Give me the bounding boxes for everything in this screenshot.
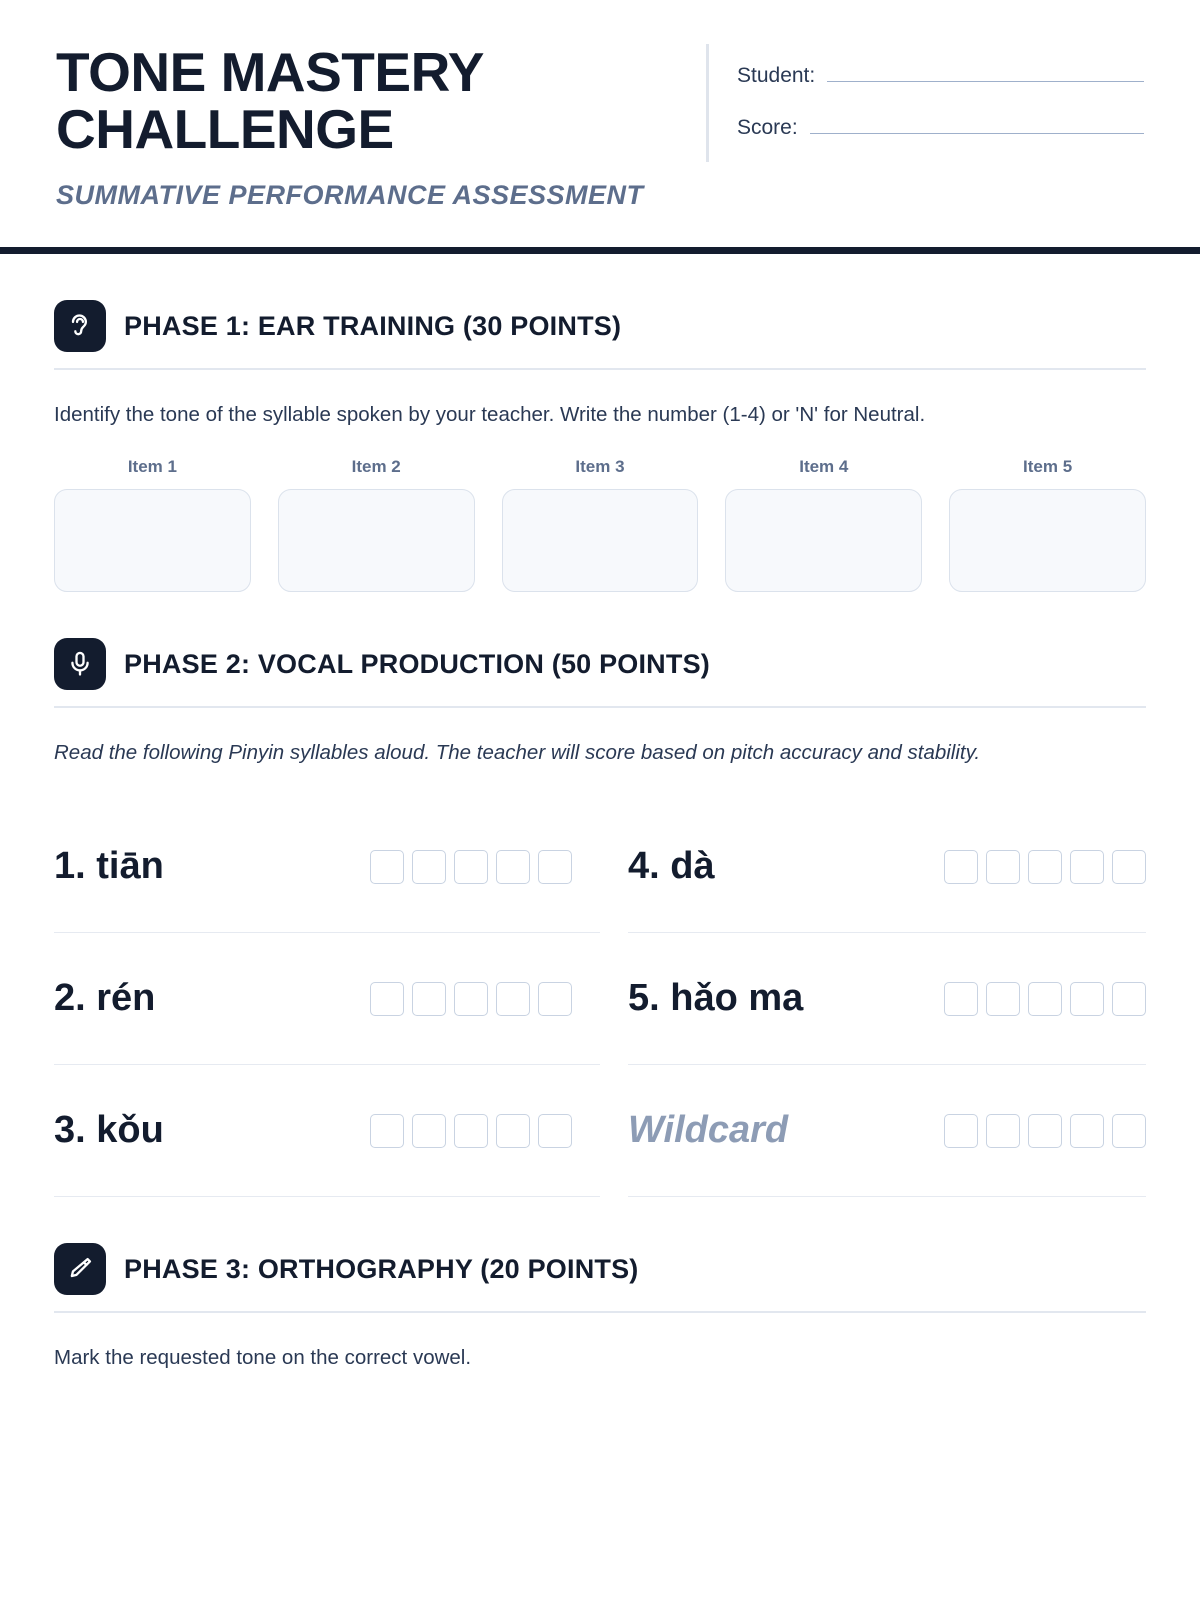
item-label: Item 5 bbox=[1023, 457, 1073, 477]
score-checkbox[interactable] bbox=[454, 850, 488, 884]
item-cell bbox=[949, 457, 1146, 592]
score-checkbox-row bbox=[370, 850, 572, 884]
score-checkbox[interactable] bbox=[370, 850, 404, 884]
page-subtitle: SUMMATIVE PERFORMANCE ASSESSMENT bbox=[56, 180, 644, 211]
syllable-row bbox=[628, 933, 1146, 1065]
worksheet-content bbox=[0, 300, 1200, 1373]
score-checkbox[interactable] bbox=[412, 982, 446, 1016]
item-cell bbox=[278, 457, 475, 592]
student-label: Student: bbox=[737, 64, 816, 87]
syllable-row bbox=[628, 801, 1146, 933]
syllable-row bbox=[54, 933, 600, 1065]
phase1-instruction: Identify the tone of the syllable spoken by your teacher. Write the number (1-4) or 'N' for Neutral. bbox=[54, 402, 926, 426]
item-label: Item 2 bbox=[351, 457, 401, 477]
phase1-underline bbox=[54, 368, 1146, 370]
score-field-row bbox=[737, 110, 1144, 140]
syllable-text-wildcard: Wildcard bbox=[628, 1109, 789, 1152]
syllable-text: 1. tiān bbox=[54, 845, 164, 888]
phase2-instruction: Read the following Pinyin syllables aloud. The teacher will score based on pitch accuracy and stability. bbox=[54, 740, 981, 764]
page-header bbox=[0, 0, 1200, 247]
syllable-row bbox=[628, 1065, 1146, 1197]
item-answer-box[interactable] bbox=[278, 489, 475, 592]
score-checkbox[interactable] bbox=[1112, 850, 1146, 884]
header-divider bbox=[0, 247, 1200, 254]
score-checkbox[interactable] bbox=[496, 1114, 530, 1148]
student-field-row bbox=[737, 58, 1144, 88]
score-checkbox[interactable] bbox=[1028, 850, 1062, 884]
score-checkbox[interactable] bbox=[986, 850, 1020, 884]
score-checkbox[interactable] bbox=[454, 982, 488, 1016]
score-checkbox[interactable] bbox=[538, 1114, 572, 1148]
item-answer-box[interactable] bbox=[54, 489, 251, 592]
score-checkbox[interactable] bbox=[412, 1114, 446, 1148]
page-title: TONE MASTERY CHALLENGE bbox=[56, 41, 483, 160]
item-answer-box[interactable] bbox=[949, 489, 1146, 592]
syllable-text: 5. hǎo ma bbox=[628, 977, 804, 1020]
item-cell bbox=[725, 457, 922, 592]
score-checkbox[interactable] bbox=[1112, 1114, 1146, 1148]
phase3-title: PHASE 3: ORTHOGRAPHY (20 POINTS) bbox=[124, 1253, 639, 1284]
phase2-title: PHASE 2: VOCAL PRODUCTION (50 POINTS) bbox=[124, 648, 710, 679]
microphone-icon bbox=[54, 638, 106, 690]
syllable-row bbox=[54, 801, 600, 933]
score-checkbox[interactable] bbox=[986, 982, 1020, 1016]
syllable-text: 3. kǒu bbox=[54, 1109, 164, 1152]
syllable-row bbox=[54, 1065, 600, 1197]
score-checkbox[interactable] bbox=[538, 982, 572, 1016]
score-input-line[interactable] bbox=[810, 110, 1144, 134]
score-checkbox[interactable] bbox=[944, 982, 978, 1016]
score-checkbox-row bbox=[370, 1114, 572, 1148]
score-checkbox-row bbox=[944, 1114, 1146, 1148]
phase1-title: PHASE 1: EAR TRAINING (30 POINTS) bbox=[124, 310, 622, 341]
score-checkbox[interactable] bbox=[1070, 1114, 1104, 1148]
student-meta-block bbox=[706, 44, 1144, 162]
item-answer-box[interactable] bbox=[725, 489, 922, 592]
student-input-line[interactable] bbox=[827, 58, 1144, 82]
phase2-syllable-grid bbox=[54, 801, 1146, 1197]
score-checkbox[interactable] bbox=[496, 850, 530, 884]
section-phase-3 bbox=[54, 1243, 1146, 1372]
phase1-header bbox=[54, 300, 1146, 352]
score-checkbox[interactable] bbox=[370, 982, 404, 1016]
score-checkbox[interactable] bbox=[1028, 982, 1062, 1016]
phase2-right-column bbox=[600, 801, 1146, 1197]
score-checkbox[interactable] bbox=[1070, 850, 1104, 884]
section-phase-2 bbox=[54, 638, 1146, 1197]
item-label: Item 3 bbox=[575, 457, 625, 477]
score-checkbox[interactable] bbox=[370, 1114, 404, 1148]
score-checkbox-row bbox=[944, 982, 1146, 1016]
pen-tool-icon bbox=[54, 1243, 106, 1295]
score-checkbox[interactable] bbox=[1112, 982, 1146, 1016]
score-checkbox[interactable] bbox=[538, 850, 572, 884]
score-checkbox[interactable] bbox=[1028, 1114, 1062, 1148]
phase2-left-column bbox=[54, 801, 600, 1197]
phase3-underline bbox=[54, 1311, 1146, 1313]
score-checkbox[interactable] bbox=[944, 850, 978, 884]
score-checkbox-row bbox=[944, 850, 1146, 884]
item-answer-box[interactable] bbox=[502, 489, 699, 592]
syllable-text: 2. rén bbox=[54, 977, 156, 1020]
score-checkbox[interactable] bbox=[454, 1114, 488, 1148]
score-checkbox[interactable] bbox=[944, 1114, 978, 1148]
score-checkbox[interactable] bbox=[986, 1114, 1020, 1148]
score-checkbox-row bbox=[370, 982, 572, 1016]
phase3-instruction: Mark the requested tone on the correct vowel. bbox=[54, 1345, 472, 1369]
score-checkbox[interactable] bbox=[1070, 982, 1104, 1016]
phase1-item-grid bbox=[54, 457, 1146, 592]
item-cell bbox=[502, 457, 699, 592]
title-block bbox=[56, 41, 696, 213]
phase3-header bbox=[54, 1243, 1146, 1295]
syllable-text: 4. dà bbox=[628, 845, 715, 888]
score-label: Score: bbox=[737, 116, 798, 139]
item-label: Item 4 bbox=[799, 457, 849, 477]
score-checkbox[interactable] bbox=[412, 850, 446, 884]
item-label: Item 1 bbox=[127, 457, 177, 477]
phase2-underline bbox=[54, 706, 1146, 708]
ear-icon bbox=[54, 300, 106, 352]
section-phase-1 bbox=[54, 300, 1146, 592]
phase2-header bbox=[54, 638, 1146, 690]
score-checkbox[interactable] bbox=[496, 982, 530, 1016]
item-cell bbox=[54, 457, 251, 592]
